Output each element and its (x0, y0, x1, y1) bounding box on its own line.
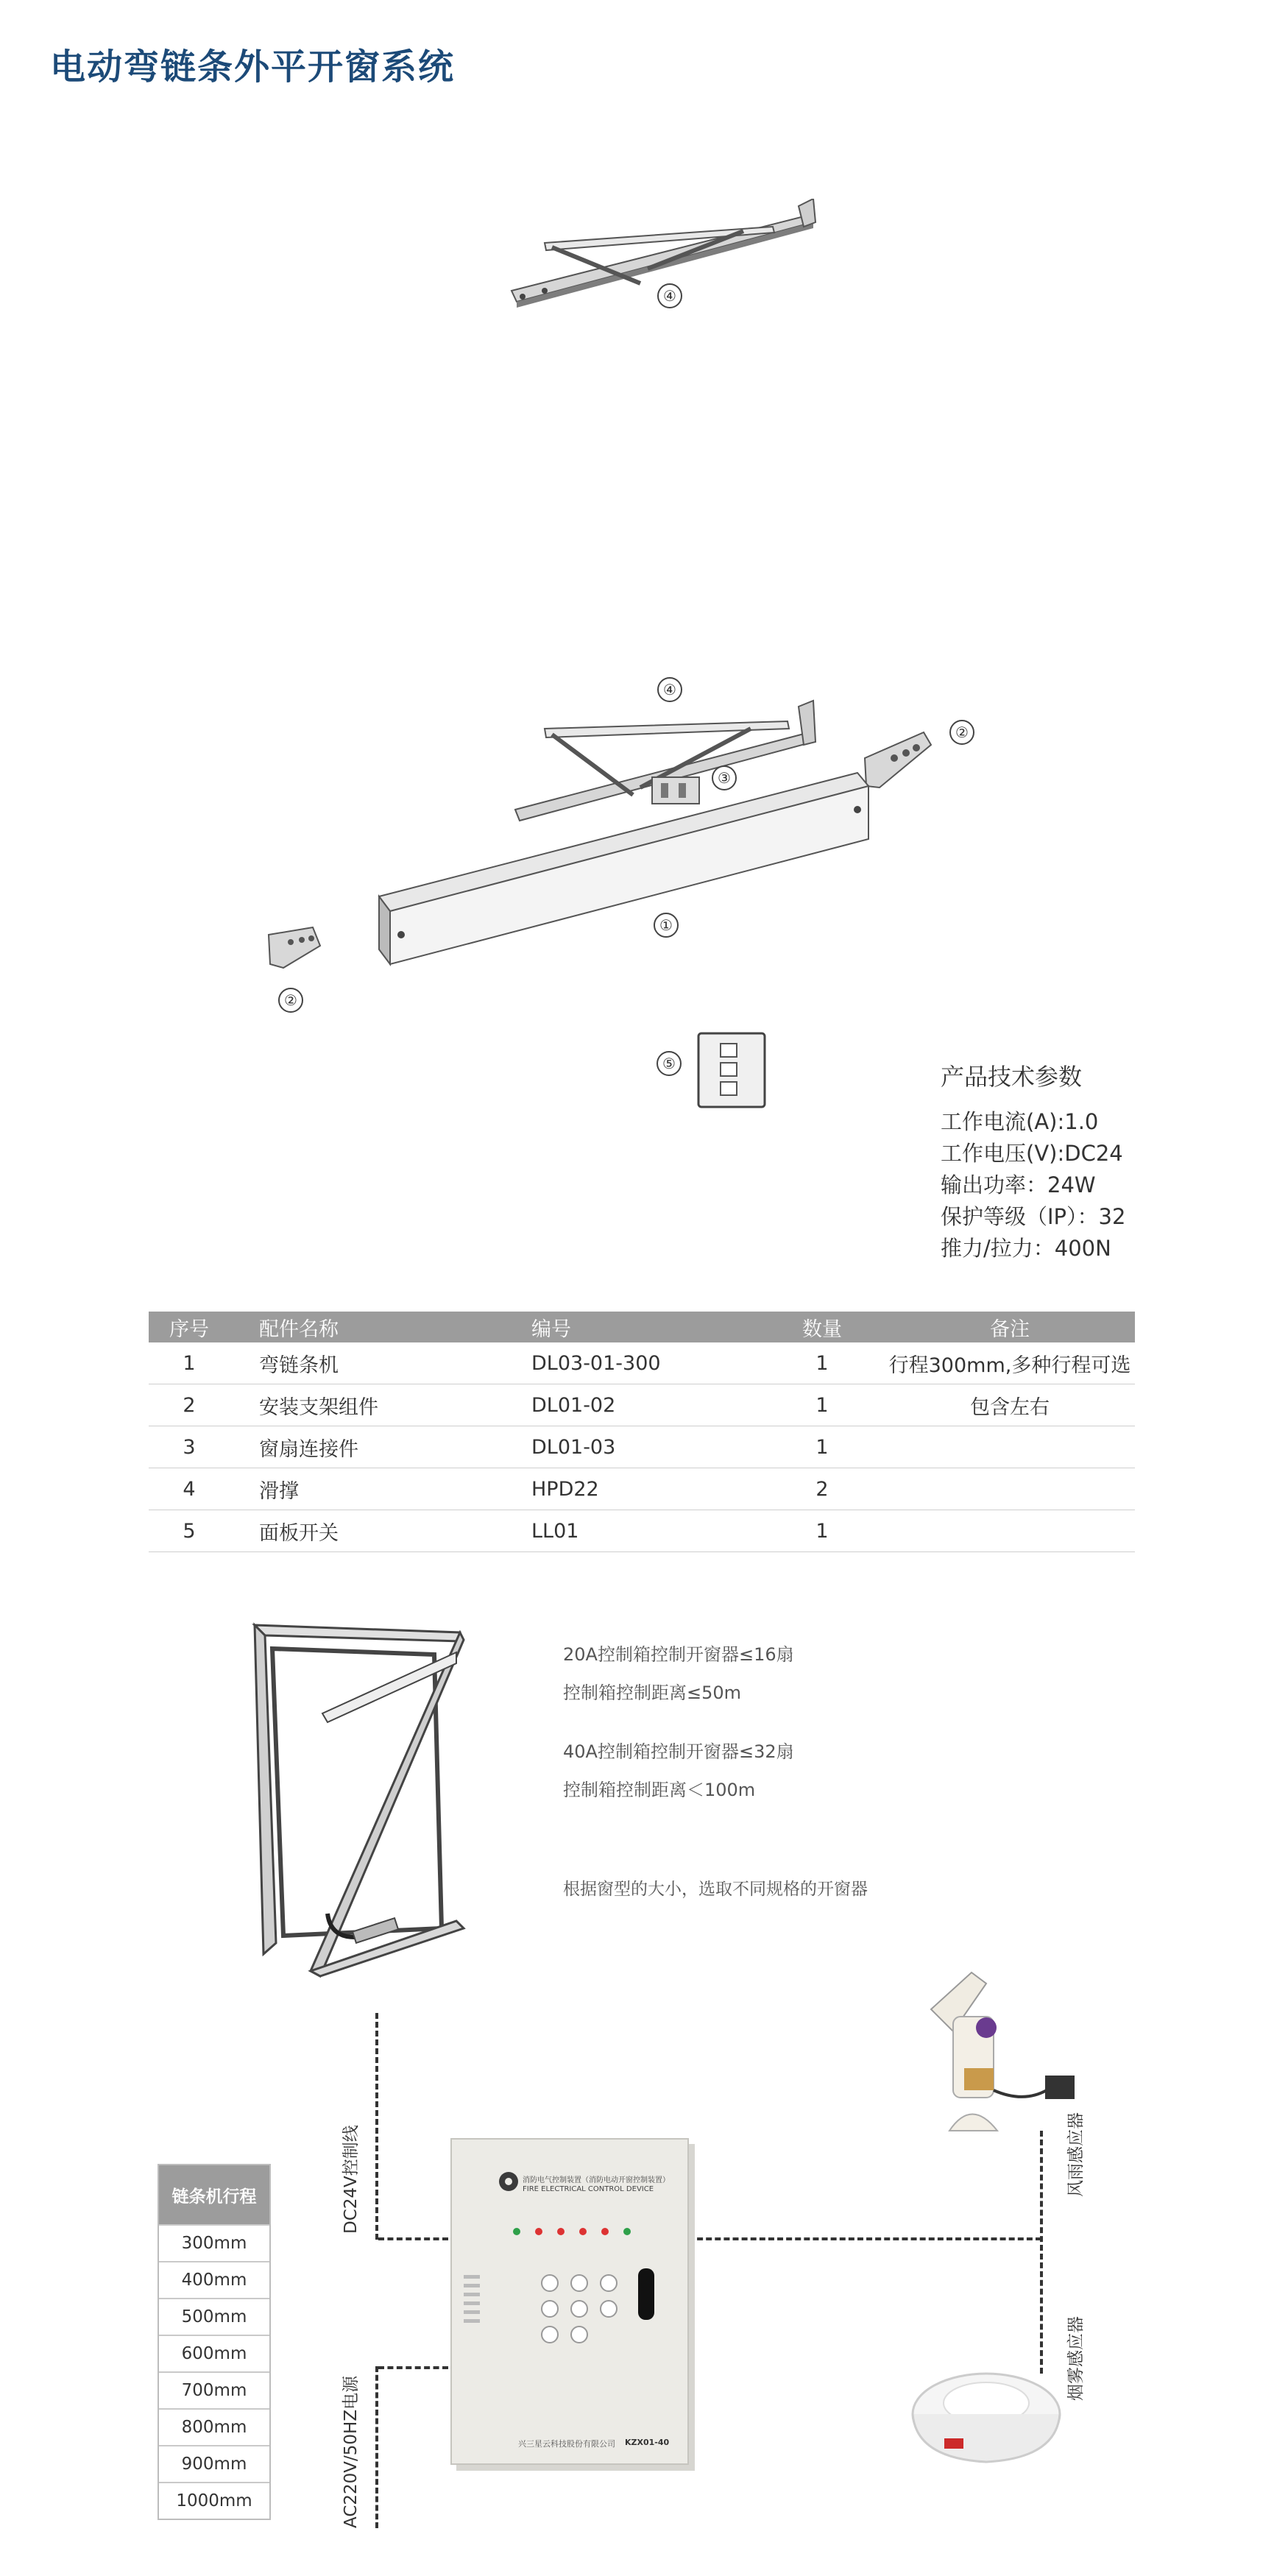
callout-1: ① (654, 913, 679, 938)
header-code: 编号 (531, 1312, 760, 1342)
control-note-20a: 20A控制箱控制开窗器≤16扇 (563, 1644, 794, 1665)
control-box-company: 兴三星云科技股份有限公司 (518, 2439, 615, 2449)
header-quantity: 数量 (760, 1312, 885, 1342)
list-item: 400mm (159, 2261, 269, 2298)
cell-part-name: 弯链条机 (230, 1342, 531, 1384)
cell-quantity: 1 (760, 1342, 885, 1384)
spec-power: 输出功率：24W (941, 1172, 1096, 1197)
table-row (149, 1384, 1135, 1426)
cell-code: DL01-03 (531, 1426, 760, 1468)
cell-part-name: 滑撑 (230, 1468, 531, 1510)
table-row (149, 1426, 1135, 1468)
spec-current: 工作电流(A):1.0 (941, 1109, 1099, 1134)
spec-voltage: 工作电压(V):DC24 (941, 1141, 1123, 1166)
panel-switch-illustration (696, 1030, 769, 1110)
wind-rain-sensor-label: 风雨感应器 (1066, 2112, 1086, 2197)
cell-code: DL03-01-300 (531, 1342, 760, 1384)
parts-table (149, 1312, 1135, 1552)
ac-power-line (378, 2366, 448, 2369)
control-note-distance-100: 控制箱控制距离＜100m (563, 1780, 756, 1800)
spec-force: 推力/拉力：400N (941, 1236, 1111, 1261)
list-item: 800mm (159, 2408, 269, 2445)
cell-remark (885, 1468, 1135, 1510)
cell-quantity: 1 (760, 1510, 885, 1552)
list-item: 600mm (159, 2335, 269, 2371)
cell-part-name: 窗扇连接件 (230, 1426, 531, 1468)
cell-index: 5 (149, 1510, 230, 1552)
specs-title: 产品技术参数 (941, 1063, 1083, 1091)
cell-quantity: 1 (760, 1384, 885, 1426)
cell-code: DL01-02 (531, 1384, 760, 1426)
cell-remark: 行程300mm,多种行程可选 (885, 1342, 1135, 1384)
page-title: 电动弯链条外平开窗系统 (50, 46, 456, 88)
company-logo-icon (498, 2170, 520, 2193)
cell-code: HPD22 (531, 1468, 760, 1510)
vent-slots-icon (461, 2272, 483, 2375)
cell-index: 1 (149, 1342, 230, 1384)
cell-quantity: 1 (760, 1426, 885, 1468)
header-index: 序号 (149, 1312, 230, 1342)
parts-table-header (149, 1312, 1135, 1342)
spec-ip-rating: 保护等级（IP）：32 (941, 1204, 1126, 1229)
control-note-distance-50: 控制箱控制距离≤50m (563, 1682, 742, 1703)
ac220v-line-label: AC220V/50HZ电源 (342, 2375, 361, 2528)
header-part-name: 配件名称 (230, 1312, 531, 1342)
dc-control-line (375, 2013, 378, 2240)
list-item: 500mm (159, 2298, 269, 2335)
control-panel-illustration (509, 2224, 657, 2371)
control-note-selection: 根据窗型的大小，选取不同规格的开窗器 (563, 1880, 868, 1899)
cell-code: LL01 (531, 1510, 760, 1552)
callout-4: ④ (657, 283, 682, 308)
list-item: 300mm (159, 2224, 269, 2261)
cell-remark (885, 1510, 1135, 1552)
callout-5: ⑤ (657, 1051, 682, 1076)
control-note-40a: 40A控制箱控制开窗器≤32扇 (563, 1741, 794, 1762)
smoke-detector-label: 烟雾感应器 (1066, 2316, 1086, 2401)
cell-remark (885, 1426, 1135, 1468)
sensor-line (688, 2237, 1041, 2240)
chain-actuator-illustration (368, 758, 883, 979)
table-row (149, 1468, 1135, 1510)
travel-length-header: 链条机行程 (159, 2165, 269, 2224)
callout-3: ③ (712, 765, 737, 790)
dc24v-line-label: DC24V控制线 (342, 2125, 361, 2234)
list-item: 900mm (159, 2445, 269, 2482)
open-window-illustration (243, 1619, 478, 1987)
callout-4: ④ (657, 677, 682, 702)
control-box-brand-cn: 消防电气控制装置（消防电动开窗控制装置） (523, 2176, 670, 2184)
mounting-bracket-left-illustration (261, 924, 331, 975)
cell-remark: 包含左右 (885, 1384, 1135, 1426)
cell-index: 3 (149, 1426, 230, 1468)
cell-index: 2 (149, 1384, 230, 1426)
ac-power-line (375, 2366, 378, 2528)
control-box-brand-en: FIRE ELECTRICAL CONTROL DEVICE (523, 2185, 654, 2193)
cell-part-name: 面板开关 (230, 1510, 531, 1552)
travel-length-table (158, 2164, 271, 2520)
cell-part-name: 安装支架组件 (230, 1384, 531, 1426)
table-row (149, 1342, 1135, 1384)
list-item: 1000mm (159, 2482, 269, 2519)
callout-2: ② (278, 988, 303, 1013)
table-row (149, 1510, 1135, 1552)
sensor-line (1040, 2131, 1043, 2374)
cell-quantity: 2 (760, 1468, 885, 1510)
smoke-detector-illustration (902, 2352, 1071, 2491)
list-item: 700mm (159, 2371, 269, 2408)
dc-control-line (378, 2237, 448, 2240)
callout-2: ② (949, 720, 974, 745)
cell-index: 4 (149, 1468, 230, 1510)
header-remark: 备注 (885, 1312, 1135, 1342)
control-box (450, 2138, 689, 2465)
control-box-model: KZX01-40 (625, 2438, 670, 2447)
